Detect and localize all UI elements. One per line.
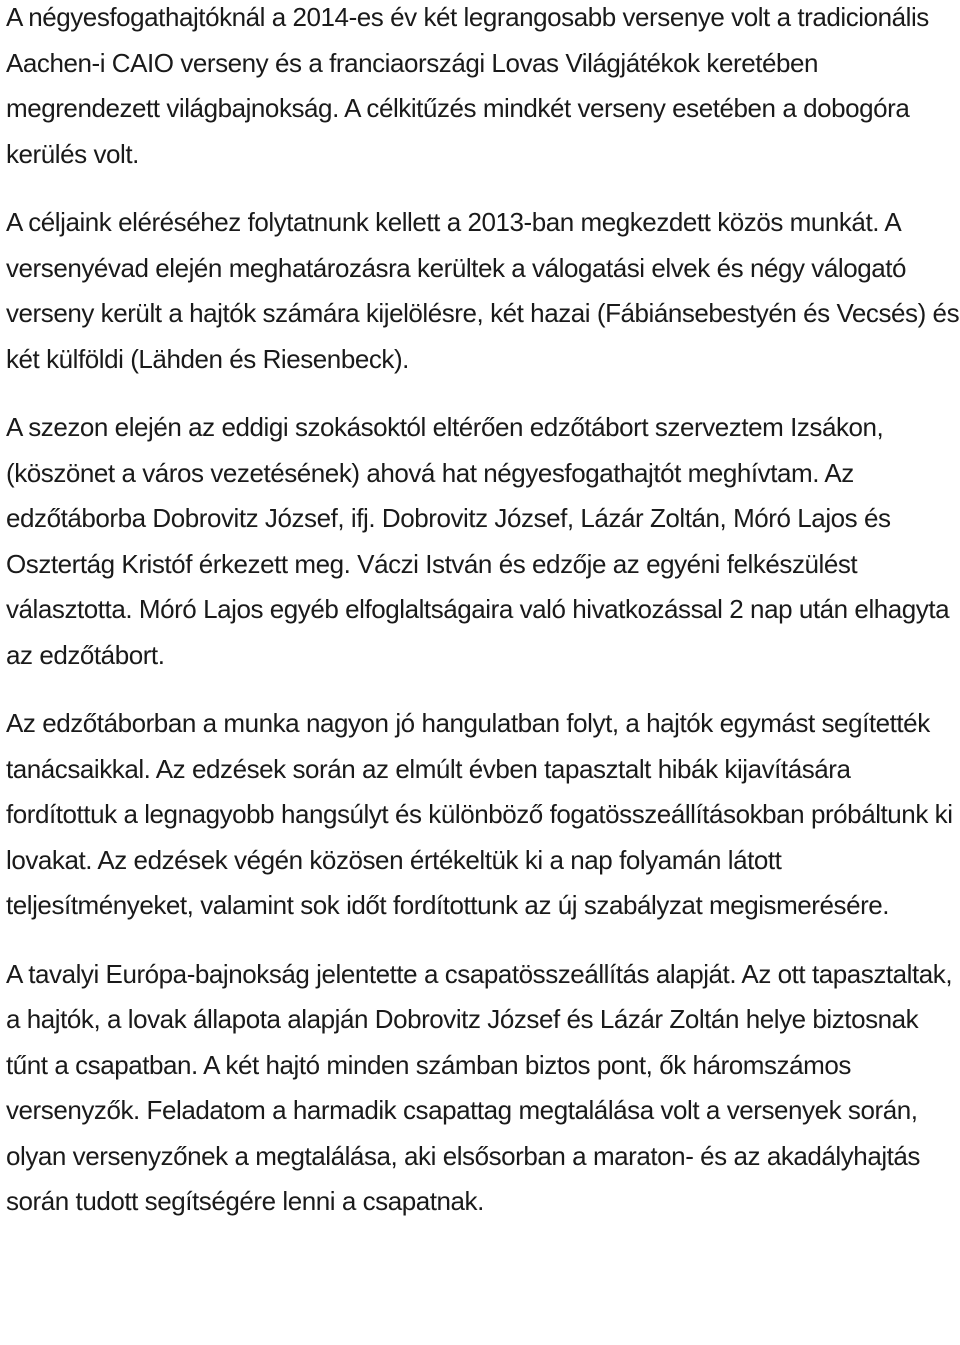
paragraph-5: A tavalyi Európa-bajnokság jelentette a csapatösszeállítás alapját. Az ott tapasztaltak, a hajtók, a lovak állapota alapján Dobrovitz József és Lázár Zoltán helye biztosnak tűnt a csapatban. A két hajtó minden számban biztos pont, ők háromszámos versenyzők. Feladatom a harmadik csapattag megtalálása volt a versenyek során, olyan versenyzőnek a megtalálása, aki elsősorban a maraton- és az akadályhajtás során tudott segítségére lenni a csapatnak. — [6, 958, 953, 1216]
paragraph-1: A négyesfogathajtóknál a 2014-es év két legrangosabb versenye volt a tradicionális Aachen-i CAIO verseny és a franciaországi Lovas Világjátékok keretében megrendezett világbajnokság. A célkitűzés mindkét verseny esetében a dobogóra kerülés volt. — [6, 2, 929, 169]
paragraph-3: A szezon elején az eddigi szokásoktól eltérően edzőtábort szerveztem Izsákon, (köszönet a város vezetésének) ahová hat négyesfogathajtót meghívtam. Az edzőtáborba Dobrovitz József, ifj. Dobrovitz József, Lázár Zoltán, Móró Lajos és Osztertág Kristóf érkezett meg. Váczi István és edzője az egyéni felkészülést választotta. Móró Lajos egyéb elfoglaltságaira való hivatkozással 2 nap után elhagyta az edzőtábort. — [6, 412, 950, 670]
paragraph-2: A céljaink eléréséhez folytatnunk kellett a 2013-ban megkezdett közös munkát. A versenyévad elején meghatározásra kerültek a válogatási elvek és négy válogató verseny került a hajtók számára kijelölésre, két hazai (Fábiánsebestyén és Vecsés) és két külföldi (Lähden és Riesenbeck). — [6, 207, 960, 374]
paragraph-4: Az edzőtáborban a munka nagyon jó hangulatban folyt, a hajtók egymást segítették tanácsaikkal. Az edzések során az elmúlt évben tapasztalt hibák kijavítására fordítottuk a legnagyobb hangsúlyt és különböző fogatösszeállításokban próbáltunk ki lovakat. Az edzések végén közösen értékeltük ki a nap folyamán látott teljesítményeket, valamint sok időt fordítottunk az új szabályzat megismerésére. — [6, 708, 953, 920]
